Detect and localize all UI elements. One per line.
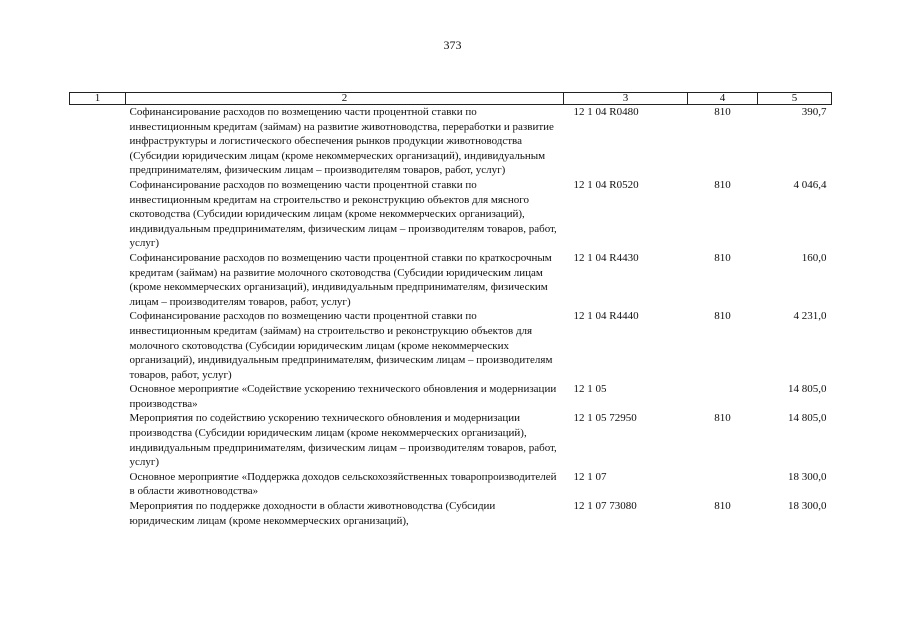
table-row — [70, 105, 832, 178]
row-number-cell — [70, 309, 126, 382]
header-col-5: 5 — [758, 93, 832, 105]
expense-type: 810 — [714, 106, 731, 118]
row-number-cell — [70, 499, 126, 528]
table-header — [70, 93, 832, 105]
amount: 18 300,0 — [788, 470, 827, 483]
classification-code: 12 1 07 — [573, 470, 607, 483]
amount: 14 805,0 — [788, 412, 827, 425]
row-number-cell — [70, 105, 126, 178]
expense-type: 810 — [714, 412, 731, 425]
header-col-3: 3 — [564, 93, 688, 105]
classification-code: 12 1 05 — [573, 383, 607, 396]
budget-table — [69, 92, 832, 528]
header-col-1: 1 — [70, 93, 126, 105]
table-row — [70, 382, 832, 411]
expense-name: Основное мероприятие «Поддержка доходов сельскохозяйственных товаропроизводителей в области животноводства» — [129, 470, 557, 498]
table-row — [70, 411, 832, 469]
amount: 390,7 — [801, 106, 827, 118]
expense-type: 810 — [714, 500, 731, 513]
amount: 4 231,0 — [793, 310, 827, 323]
amount: 18 300,0 — [788, 500, 827, 513]
expense-name: Мероприятия по поддержке доходности в области животноводства (Субсидии юридическим лицам (кроме некоммерческих организаций), — [129, 500, 496, 527]
expense-type: 810 — [714, 178, 731, 191]
expense-type: 810 — [714, 251, 731, 264]
expense-type — [688, 382, 758, 411]
table-row — [70, 470, 832, 499]
row-number-cell — [70, 411, 126, 469]
header-col-4: 4 — [688, 93, 758, 105]
amount: 4 046,4 — [793, 178, 827, 191]
table-row — [70, 499, 832, 528]
expense-name: Софинансирование расходов по возмещению части процентной ставки по инвестиционным кредитам (займам) на строительство и реконструкцию объектов для молочного скотоводства (Субсидии юридическим лицам (кроме некоммерческих организаций), индивидуальным предпринимателям, физическим лицам – производителям товаров, работ, услуг) — [129, 310, 553, 381]
classification-code: 12 1 04 R4440 — [573, 310, 639, 323]
table-row — [70, 309, 832, 382]
header-row — [70, 93, 832, 105]
expense-name: Основное мероприятие «Содействие ускорению технического обновления и модернизации производства» — [129, 383, 557, 410]
expense-name: Софинансирование расходов по возмещению части процентной ставки по инвестиционным кредитам на строительство и реконструкцию объектов для мясного скотоводства (Субсидии юридическим лицам (кроме некоммерческих организаций), индивидуальным предпринимателям, физическим лицам – производителям товаров, работ, услуг) — [129, 178, 557, 250]
row-number-cell — [70, 470, 126, 499]
expense-name: Софинансирование расходов по возмещению части процентной ставки по инвестиционным кредитам (займам) на развитие животноводства, переработки и развитие инфраструктуры и логистического обеспечения рынков продукции животноводства (Субсидии юридическим лицам (кроме некоммерческих организаций), индивидуальным предпринимателям, физическим лицам – производителям товаров, работ, услуг) — [129, 106, 554, 177]
page-number: 373 — [443, 38, 462, 52]
amount: 14 805,0 — [788, 383, 827, 396]
expense-type: 810 — [714, 310, 731, 323]
table-row — [70, 251, 832, 309]
row-number-cell — [70, 251, 126, 309]
amount: 160,0 — [801, 251, 827, 264]
classification-code: 12 1 04 R0480 — [573, 106, 639, 118]
classification-code: 12 1 04 R4430 — [573, 251, 639, 264]
expense-name: Мероприятия по содействию ускорению технического обновления и модернизации производства (Субсидии юридическим лицам (кроме некоммерческих организаций), индивидуальным предпринимателям, физическим лицам – производителям товаров, работ, услуг) — [129, 412, 557, 469]
classification-code: 12 1 05 72950 — [573, 412, 637, 425]
header-col-2: 2 — [126, 93, 564, 105]
classification-code: 12 1 04 R0520 — [573, 178, 639, 191]
table-body — [70, 105, 832, 529]
row-number-cell — [70, 382, 126, 411]
row-number-cell — [70, 178, 126, 251]
expense-name: Софинансирование расходов по возмещению части процентной ставки по краткосрочным кредитам (займам) на развитие молочного скотоводства (Субсидии юридическим лицам (кроме некоммерческих организаций), индивидуальным предпринимателям, физическим лицам – производителям товаров, работ, услуг) — [129, 251, 552, 308]
classification-code: 12 1 07 73080 — [573, 500, 637, 513]
expense-type — [688, 470, 758, 499]
table-row — [70, 178, 832, 251]
